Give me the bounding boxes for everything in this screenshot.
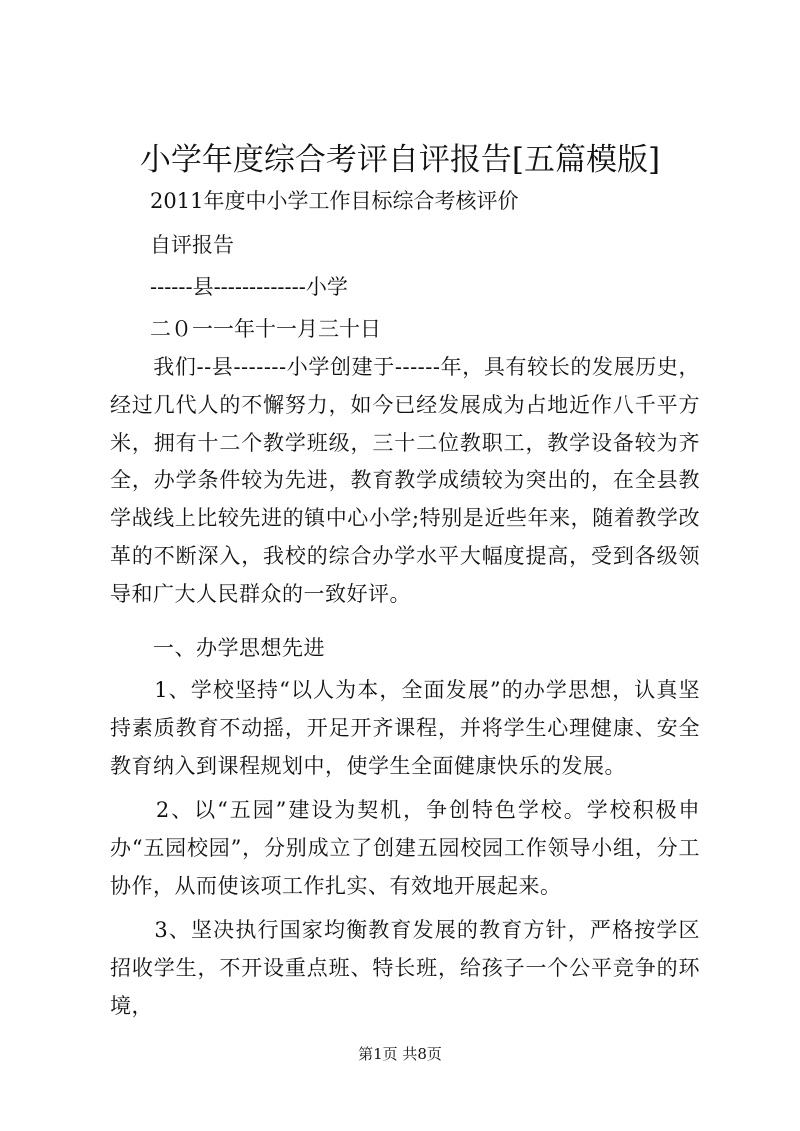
paragraph-intro: 我们--县-------小学创建于------年，具有较长的发展历史，经过几代人的不懈努力，如今已经发展成为占地近作八千平方米，拥有十二个教学班级，三十二位教职工，教学设备较为齐全，办学条件较为先进，教育教学成绩较为突出的，在全县教学战线上比较先进的镇中心小学;特别是近些年来，随着教学改革的不断深入，我校的综合办学水平大幅度提高，受到各级领导和广大人民群众的一致好评。 [110, 355, 700, 606]
paragraph-item-1: 1、学校坚持“以人为本，全面发展”的办学思想，认真坚持素质教育不动摇，开足开齐课程，并将学生心理健康、安全教育纳入到课程规划中，使学生全面健康快乐的发展。 [110, 678, 700, 778]
subtitle-line-2: 自评报告 [150, 233, 234, 257]
subtitle-line-1: 2011年度中小学工作目标综合考核评价 [150, 189, 519, 213]
document-title: 小学年度综合考评自评报告[五篇模版] [139, 142, 661, 178]
section-heading-1: 一、办学思想先进 [110, 636, 325, 660]
school-line: ------县-------------小学 [150, 275, 348, 299]
paragraph-item-2: 2、以“五园”建设为契机，争创特色学校。学校积极申办“五园校园”，分别成立了创建五园校园工作领导小组，分工协作，从而使该项工作扎实、有效地开展起来。 [110, 798, 700, 898]
paragraph-item-3: 3、坚决执行国家均衡教育发展的教育方针，严格按学区招收学生，不开设重点班、特长班，给孩子一个公平竞争的环境， [110, 918, 700, 1018]
page-footer: 第1页 共8页 [358, 1045, 442, 1063]
report-date: 二０一一年十一月三十日 [150, 317, 381, 341]
